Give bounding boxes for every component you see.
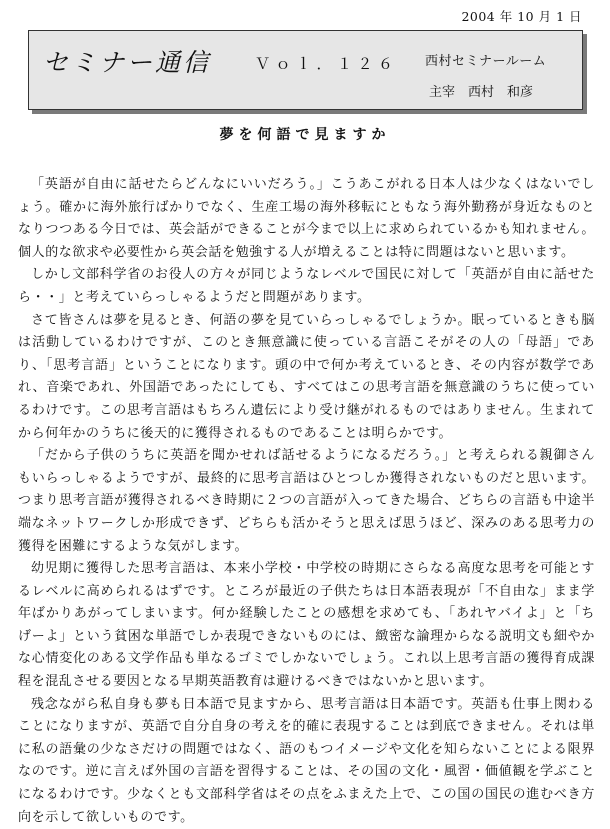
article-body [18,174,595,829]
issue-date: 2004 年 10 月 1 日 [461,9,582,24]
paragraph: 残念ながら私自身も夢も日本語で見ますから、思考言語は日本語です。英語も仕事上関わることになりますが、英語で自分自身の考えを的確に表現することは到底できません。それは単に私の語彙の少なさだけの問題ではなく、語のもつイメージや文化を知らないことによる限界なのです。逆に言えば外国の言語を習得することは、その国の文化・風習・価値観を学ぶことになるわけです。少なくとも文部科学省はその点をふまえた上で、この国の国民の進むべき方向を示して欲しいものです。 [18,696,595,825]
article-title: 夢を何語で見ますか [219,127,391,143]
volume-number: Ｖｏｌ．１２６ [255,55,399,73]
paragraph: 「英語が自由に話せたらどんなにいいだろう。」こうあこがれる日本人は少なくはないでしょう。確かに海外旅行ばかりでなく、生産工場の海外移転にともなう海外勤務が身近なものとなりつつある今日では、英会話ができることが今まで以上に求められているかも知れません。個人的な欲求や必要性から英会話を勉強する人が増えることは特に問題はないと思います。 [18,177,595,260]
organization-name: 西村セミナールーム [425,54,547,69]
paragraph: 「だから子供のうちに英語を聞かせれば話せるようになるだろう。」と考えられる親御さんもいらっしゃるようですが、最終的に思考言語はひとつしか獲得されないものだと思います。つまり思考言語が獲得されるべき時期に２つの言語が入ってきた場合、どちらの言語も中途半端なネットワークしか形成できず、どちらも活かそうと思えば思うほど、深みのある思考力の獲得を困難にするような気がします。 [18,448,595,554]
paragraph: 幼児期に獲得した思考言語は、本来小学校・中学校の時期にさらなる高度な思考を可能とするレベルに高められるはずです。ところが最近の子供たちは日本語表現が「不自由な」まま学年ばかりあがってしまいます。何か経験したことの感想を求めても、「あれヤバイよ」と「ちげーよ」という貧困な単語でしか表現できないものには、緻密な論理からなる説明文も細やかな心情変化のある文学作品も単なるゴミでしかないでしょう。これ以上思考言語の獲得育成課程を混乱させる要因となる早期英語教育は避けるべきではないかと思います。 [18,561,595,690]
newsletter-header [28,30,583,110]
paragraph: しかし文部科学省のお役人の方々が同じようなレベルで国民に対して「英語が自由に話せたら・・」と考えていらっしゃるようだと問題があります。 [18,267,595,305]
paragraph: さて皆さんは夢を見るとき、何語の夢を見ていらっしゃるでしょうか。眠っているときも脳は活動しているわけですが、このとき無意識に使っている言語こそがその人の「母語」であり、「思考言語」ということになります。頭の中で何か考えているとき、その内容が数学であれ、音楽であれ、外国語であったにしても、すべてはこの思考言語を無意識のうちに使っているわけです。この思考言語はもちろん遺伝により受け継がれるものではありません。生まれてから何年かのうちに後天的に獲得されるものであることは明らかです。 [18,312,595,441]
newsletter-title: セミナー通信 [43,48,212,77]
editor-name: 主宰 西村 和彦 [429,85,534,100]
